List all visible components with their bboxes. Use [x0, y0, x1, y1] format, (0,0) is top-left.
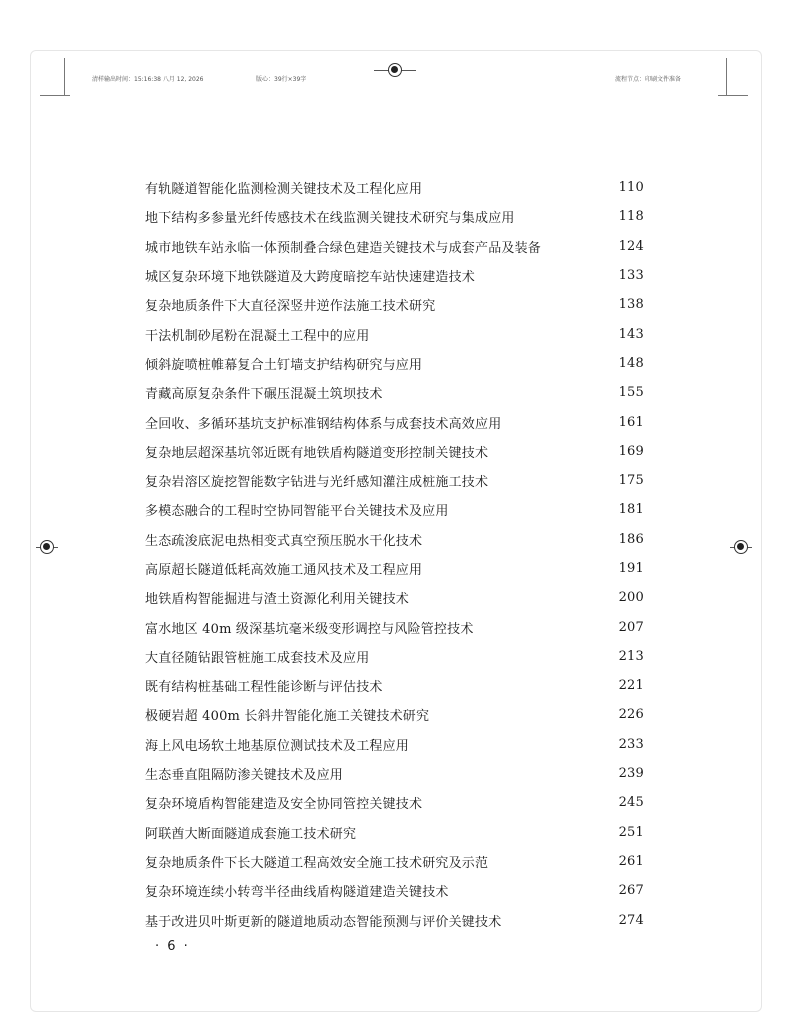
toc-entry-page: 133: [618, 268, 644, 284]
registration-mark-icon: [734, 540, 748, 554]
toc-entry[interactable]: [145, 583, 650, 612]
crop-mark-top-left: [40, 95, 70, 96]
output-time-info: 清样输出时间：15:16:38 八月 12, 2026: [92, 76, 204, 83]
toc-entry-page: 261: [618, 853, 644, 869]
toc-entry-page: 138: [618, 297, 644, 313]
toc-entry[interactable]: [145, 818, 650, 847]
toc-entry[interactable]: [145, 261, 650, 290]
toc-entry-title: 生态疏浚底泥电热相变式真空预压脱水干化技术: [145, 533, 423, 549]
toc-entry[interactable]: [145, 349, 650, 378]
toc-entry-page: 267: [618, 883, 644, 899]
toc-entry-page: 213: [618, 648, 644, 664]
toc-entry-title: 复杂地质条件下大直径深竖井逆作法施工技术研究: [145, 299, 436, 315]
toc-entry-title: 青藏高原复杂条件下碾压混凝土筑坝技术: [145, 387, 383, 403]
toc-entry[interactable]: [145, 466, 650, 495]
toc-entry-page: 143: [618, 326, 644, 342]
toc-entry-page: 221: [618, 678, 644, 694]
toc-entry[interactable]: [145, 612, 650, 641]
toc-entry[interactable]: [145, 642, 650, 671]
toc-entry-title: 复杂环境盾构智能建造及安全协同管控关键技术: [145, 797, 423, 813]
toc-entry-title: 城区复杂环境下地铁隧道及大跨度暗挖车站快速建造技术: [145, 270, 476, 286]
toc-entry[interactable]: [145, 290, 650, 319]
toc-entry-page: 207: [618, 619, 644, 635]
toc-entry-page: 124: [618, 238, 644, 254]
toc-entry[interactable]: [145, 905, 650, 934]
toc-entry-title: 生态垂直阻隔防渗关键技术及应用: [145, 768, 344, 784]
toc-entry-page: 161: [618, 414, 644, 430]
toc-entry[interactable]: [145, 700, 650, 729]
toc-entry[interactable]: [145, 407, 650, 436]
toc-entry[interactable]: [145, 730, 650, 759]
registration-mark-icon: [40, 540, 54, 554]
table-of-contents: [145, 173, 650, 935]
toc-entry-title: 极硬岩超 400m 长斜井智能化施工关键技术研究: [145, 709, 430, 725]
toc-entry-page: 245: [618, 795, 644, 811]
toc-entry-page: 239: [618, 766, 644, 782]
toc-entry-title: 倾斜旋喷桩帷幕复合土钉墙支护结构研究与应用: [145, 357, 423, 373]
toc-entry-title: 复杂岩溶区旋挖智能数字钻进与光纤感知灌注成桩施工技术: [145, 475, 489, 491]
toc-entry[interactable]: [145, 525, 650, 554]
page-number: · 6 ·: [155, 939, 190, 954]
toc-entry-title: 干法机制砂尾粉在混凝土工程中的应用: [145, 328, 370, 344]
toc-entry-title: 多模态融合的工程时空协同智能平台关键技术及应用: [145, 504, 449, 520]
toc-entry-page: 191: [618, 561, 644, 576]
toc-entry[interactable]: [145, 202, 650, 231]
toc-entry-page: 155: [618, 385, 644, 401]
toc-entry-title: 既有结构桩基础工程性能诊断与评估技术: [145, 680, 383, 696]
toc-entry-title: 有轨隧道智能化监测检测关键技术及工程化应用: [145, 182, 423, 198]
toc-entry[interactable]: [145, 437, 650, 466]
toc-entry-title: 地铁盾构智能掘进与渣土资源化利用关键技术: [145, 592, 410, 608]
crop-mark-top-left: [64, 58, 65, 96]
toc-entry[interactable]: [145, 759, 650, 788]
toc-entry-page: 169: [618, 443, 644, 459]
toc-entry[interactable]: [145, 173, 650, 202]
toc-entry[interactable]: [145, 319, 650, 348]
toc-entry-title: 复杂地层超深基坑邻近既有地铁盾构隧道变形控制关键技术: [145, 445, 489, 461]
toc-entry-page: 148: [618, 355, 644, 371]
crop-mark-top-right: [718, 95, 748, 96]
toc-entry-title: 阿联酋大断面隧道成套施工技术研究: [145, 826, 357, 842]
toc-entry-page: 110: [618, 180, 644, 196]
layout-info: 版心：39行×39字: [256, 76, 307, 83]
crop-mark-top-right: [726, 58, 727, 96]
toc-entry-title: 基于改进贝叶斯更新的隧道地质动态智能预测与评价关键技术: [145, 914, 502, 930]
toc-entry-title: 复杂环境连续小转弯半径曲线盾构隧道建造关键技术: [145, 885, 449, 901]
toc-entry[interactable]: [145, 847, 650, 876]
toc-entry-page: 186: [618, 531, 644, 547]
toc-entry[interactable]: [145, 232, 650, 261]
toc-entry-page: 200: [618, 590, 644, 606]
toc-entry-title: 高原超长隧道低耗高效施工通风技术及工程应用: [145, 563, 423, 578]
toc-entry-page: 181: [618, 502, 644, 518]
toc-entry-title: 富水地区 40m 级深基坑毫米级变形调控与风险管控技术: [145, 621, 474, 637]
toc-entry-title: 地下结构多参量光纤传感技术在线监测关键技术研究与集成应用: [145, 211, 515, 227]
toc-entry-title: 大直径随钻跟管桩施工成套技术及应用: [145, 650, 370, 666]
toc-entry-page: 118: [618, 209, 644, 225]
toc-entry-page: 226: [618, 707, 644, 723]
toc-entry[interactable]: [145, 876, 650, 905]
toc-entry[interactable]: [145, 788, 650, 817]
toc-entry-title: 复杂地质条件下长大隧道工程高效安全施工技术研究及示范: [145, 855, 489, 871]
toc-entry[interactable]: [145, 495, 650, 524]
toc-entry-page: 274: [618, 912, 644, 928]
workflow-node-info: 流程节点：印刷文件准备: [615, 76, 682, 83]
toc-entry-title: 全回收、多循环基坑支护标准钢结构体系与成套技术高效应用: [145, 416, 502, 432]
toc-entry[interactable]: [145, 554, 650, 583]
toc-entry-title: 城市地铁车站永临一体预制叠合绿色建造关键技术与成套产品及装备: [145, 240, 542, 256]
toc-entry-page: 233: [618, 736, 644, 752]
toc-entry-title: 海上风电场软土地基原位测试技术及工程应用: [145, 738, 410, 754]
toc-entry[interactable]: [145, 378, 650, 407]
toc-entry[interactable]: [145, 671, 650, 700]
toc-entry-page: 175: [618, 473, 644, 489]
toc-entry-page: 251: [618, 824, 644, 840]
registration-mark-icon: [388, 63, 402, 77]
